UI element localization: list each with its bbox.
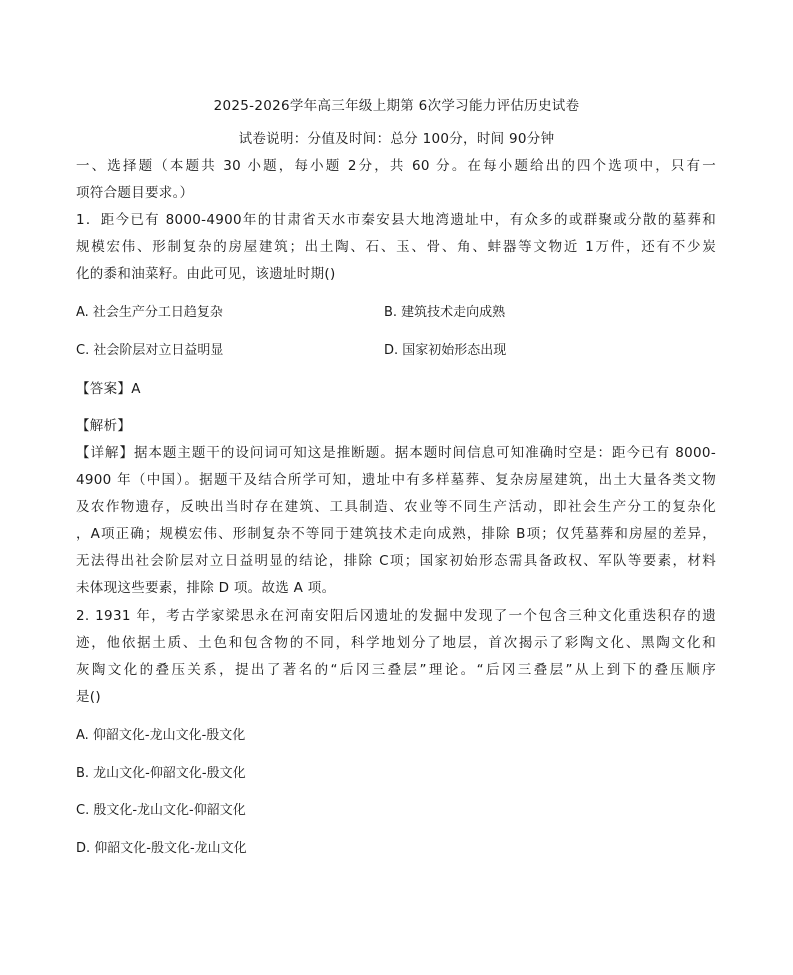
section-heading-line-2: 项符合题目要求。） <box>76 185 194 201</box>
q1-detail-line-6: 未体现这些要素，排除 D 项。故选 A 项。 <box>76 580 336 596</box>
q2-option-b: B. 龙山文化-仰韶文化-殷文化 <box>76 766 246 781</box>
q1-option-b: B. 建筑技术走向成熟 <box>384 305 506 320</box>
q1-stem-line-1: 1．距今已有 8000-4900年的甘肃省天水市秦安县大地湾遗址中，有众多的或群聚或分散的墓葬和 <box>76 212 716 228</box>
q1-detail-line-5: 无法得出社会阶层对立日益明显的结论，排除 C项；国家初始形态需具备政权、军队等要素，材料 <box>76 553 716 569</box>
exam-instructions: 试卷说明：分值及时间：总分 100分，时间 90分钟 <box>238 131 555 147</box>
exam-title: 2025-2026学年高三年级上期第 6次学习能力评估历史试卷 <box>213 98 580 114</box>
q1-stem-line-2: 规模宏伟、形制复杂的房屋建筑；出土陶、石、玉、骨、角、蚌器等文物近 1万件，还有不少炭 <box>76 239 716 255</box>
q1-detail-line-3: 及农作物遗存，反映出当时存在建筑、工具制造、农业等不同生产活动，即社会生产分工的复杂化 <box>76 499 716 515</box>
q2-stem-line-2: 迹，他依据土质、土色和包含物的不同，科学地划分了地层，首次揭示了彩陶文化、黑陶文化和 <box>76 635 716 651</box>
q1-option-a: A. 社会生产分工日趋复杂 <box>76 305 223 320</box>
q1-stem-line-3: 化的黍和油菜籽。由此可见，该遗址时期() <box>76 266 336 282</box>
q1-analysis-label: 【解析】 <box>76 418 132 434</box>
section-heading-line-1: 一、选择题（本题共 30 小题，每小题 2分，共 60 分。在每小题给出的四个选项中，只有一 <box>76 158 716 174</box>
q1-detail-line-1: 【详解】据本题主题干的设问词可知这是推断题。据本题时间信息可知准确时空是：距今已有 8000- <box>76 445 716 461</box>
q2-stem-line-4: 是() <box>76 689 101 705</box>
q1-option-c: C. 社会阶层对立日益明显 <box>76 343 224 358</box>
q1-detail-line-4: ，A项正确；规模宏伟、形制复杂不等同于建筑技术走向成熟，排除 B项；仅凭墓葬和房屋的差异， <box>76 526 716 542</box>
q2-stem-line-3: 灰陶文化的叠压关系，提出了著名的“后冈三叠层”理论。“后冈三叠层”从上到下的叠压顺序 <box>76 662 716 678</box>
q2-stem-line-1: 2. 1931 年，考古学家梁思永在河南安阳后冈遗址的发掘中发现了一个包含三种文化重迭积存的遗 <box>76 608 716 624</box>
q1-answer: 【答案】A <box>76 381 141 397</box>
q2-option-a: A. 仰韶文化-龙山文化-殷文化 <box>76 728 246 743</box>
q1-detail-line-2: 4900 年（中国）。据题干及结合所学可知，遗址中有多样墓葬、复杂房屋建筑，出土大量各类文物 <box>76 472 716 488</box>
q2-option-d: D. 仰韶文化-殷文化-龙山文化 <box>76 841 247 856</box>
q1-option-d: D. 国家初始形态出现 <box>384 343 507 358</box>
q2-option-c: C. 殷文化-龙山文化-仰韶文化 <box>76 803 246 818</box>
